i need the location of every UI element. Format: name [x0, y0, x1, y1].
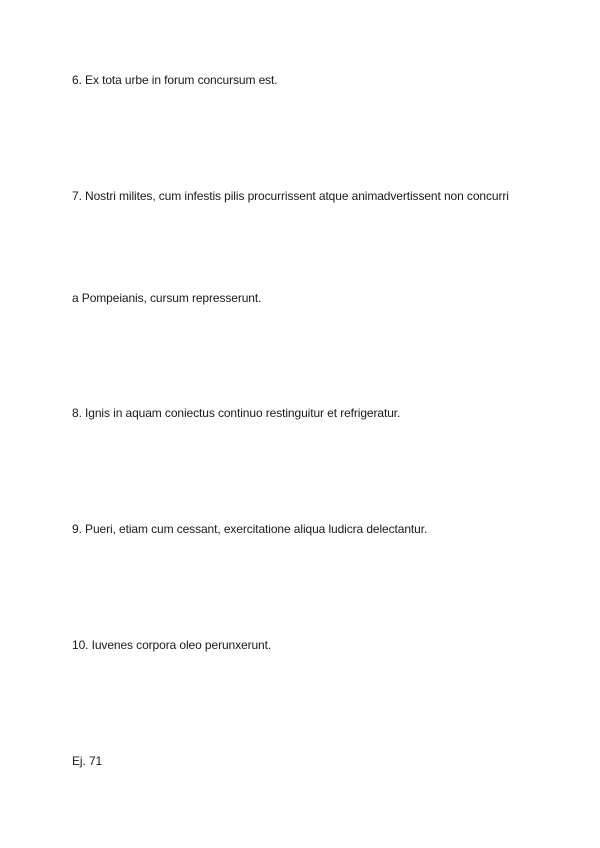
sentence-8: 8. Ignis in aquam coniectus continuo restinguitur et refrigeratur.: [72, 406, 401, 420]
sentence-6: 6. Ex tota urbe in forum concursum est.: [72, 73, 278, 87]
sentence-7-line-1: 7. Nostri milites, cum infestis pilis procurrissent atque animadvertissent non concurri: [72, 189, 509, 203]
sentence-7-line-2: a Pompeianis, cursum represserunt.: [72, 291, 262, 305]
sentence-10: 10. Iuvenes corpora oleo perunxerunt.: [72, 638, 272, 652]
exercise-heading: Ej. 71: [72, 754, 103, 768]
sentence-9: 9. Pueri, etiam cum cessant, exercitatione aliqua ludicra delectantur.: [72, 522, 428, 536]
